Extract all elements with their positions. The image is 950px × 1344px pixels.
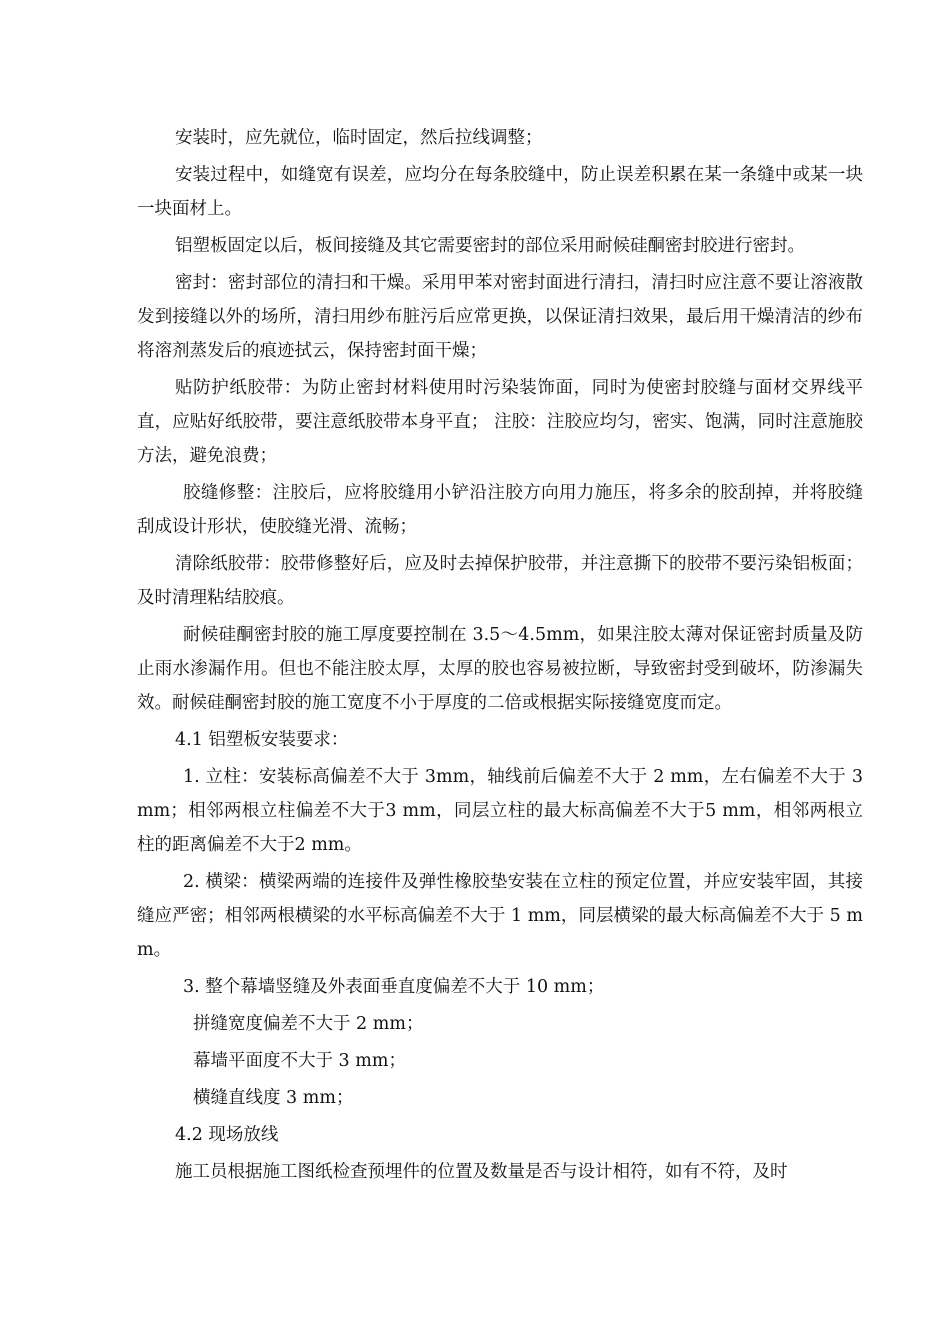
paragraph-sealing-method: 铝塑板固定以后，板间接缝及其它需要密封的部位采用耐候硅酮密封胶进行密封。 [175,236,805,256]
paragraph-install-position: 安装时，应先就位，临时固定，然后拉线调整； [175,128,543,148]
paragraph-joint-trimming: 胶缝修整：注胶后，应将胶缝用小铲沿注胶方向用力施压，将多余的胶刮掉，并将胶缝刮成设计形状，使胶缝光滑、流畅； [137,483,863,537]
paragraph-paper-tape-and-injection: 贴防护纸胶带：为防止密封材料使用时污染装饰面，同时为使密封胶缝与面材交界线平直，应贴好纸胶带，要注意纸胶带本身平直； 注胶：注胶应均匀，密实、饱满，同时注意施胶方法，避免浪费； [137,378,863,466]
paragraph-sealing-cleaning: 密封：密封部位的清扫和干燥。采用甲苯对密封面进行清扫，清扫时应注意不要让溶液散发到接缝以外的场所，清扫用纱布脏污后应常更换，以保证清扫效果，最后用干燥清洁的纱布将溶剂蒸发后的痕迹拭云，保持密封面干燥； [137,273,863,361]
paragraph-straightness-tolerance: 横缝直线度 3 mm； [193,1088,354,1108]
paragraph-joint-width-tolerance: 拼缝宽度偏差不大于 2 mm； [193,1014,424,1034]
paragraph-embedded-parts-check: 施工员根据施工图纸检查预埋件的位置及数量是否与设计相符，如有不符，及时 [175,1162,788,1182]
paragraph-install-gap-error: 安装过程中，如缝宽有误差，应均分在每条胶缝中，防止误差积累在某一条缝中或某一块一块面材上。 [137,165,863,219]
paragraph-beams-tolerance: 2. 横梁：横梁两端的连接件及弹性橡胶垫安装在立柱的预定位置，并应安装牢固，其接缝应严密；相邻两根横梁的水平标高偏差不大于 1 mm，同层横梁的最大标高偏差不大于 5 mm。 [137,872,863,960]
paragraph-verticality-tolerance: 3. 整个幕墙竖缝及外表面垂直度偏差不大于 10 mm； [183,977,605,997]
paragraph-remove-tape: 清除纸胶带：胶带修整好后，应及时去掉保护胶带，并注意撕下的胶带不要污染铝板面；及时清理粘结胶痕。 [137,554,863,608]
document-body [137,121,863,1192]
paragraph-flatness-tolerance: 幕墙平面度不大于 3 mm； [193,1051,406,1071]
heading-4-1-requirements: 4.1 铝塑板安装要求： [175,730,349,750]
heading-4-2-site-layout: 4.2 现场放线 [175,1125,279,1145]
paragraph-sealant-thickness: 耐候硅酮密封胶的施工厚度要控制在 3.5～4.5mm，如果注胶太薄对保证密封质量及防止雨水渗漏作用。但也不能注胶太厚，太厚的胶也容易被拉断，导致密封受到破坏，防渗漏失效。耐候硅酮密封胶的施工宽度不小于厚度的二倍或根据实际接缝宽度而定。 [137,625,863,713]
paragraph-columns-tolerance: 1. 立柱：安装标高偏差不大于 3mm，轴线前后偏差不大于 2 mm，左右偏差不大于 3 mm；相邻两根立柱偏差不大于3 mm，同层立柱的最大标高偏差不大于5 mm，相邻两根立柱的距离偏差不大于2 mm。 [137,767,863,855]
